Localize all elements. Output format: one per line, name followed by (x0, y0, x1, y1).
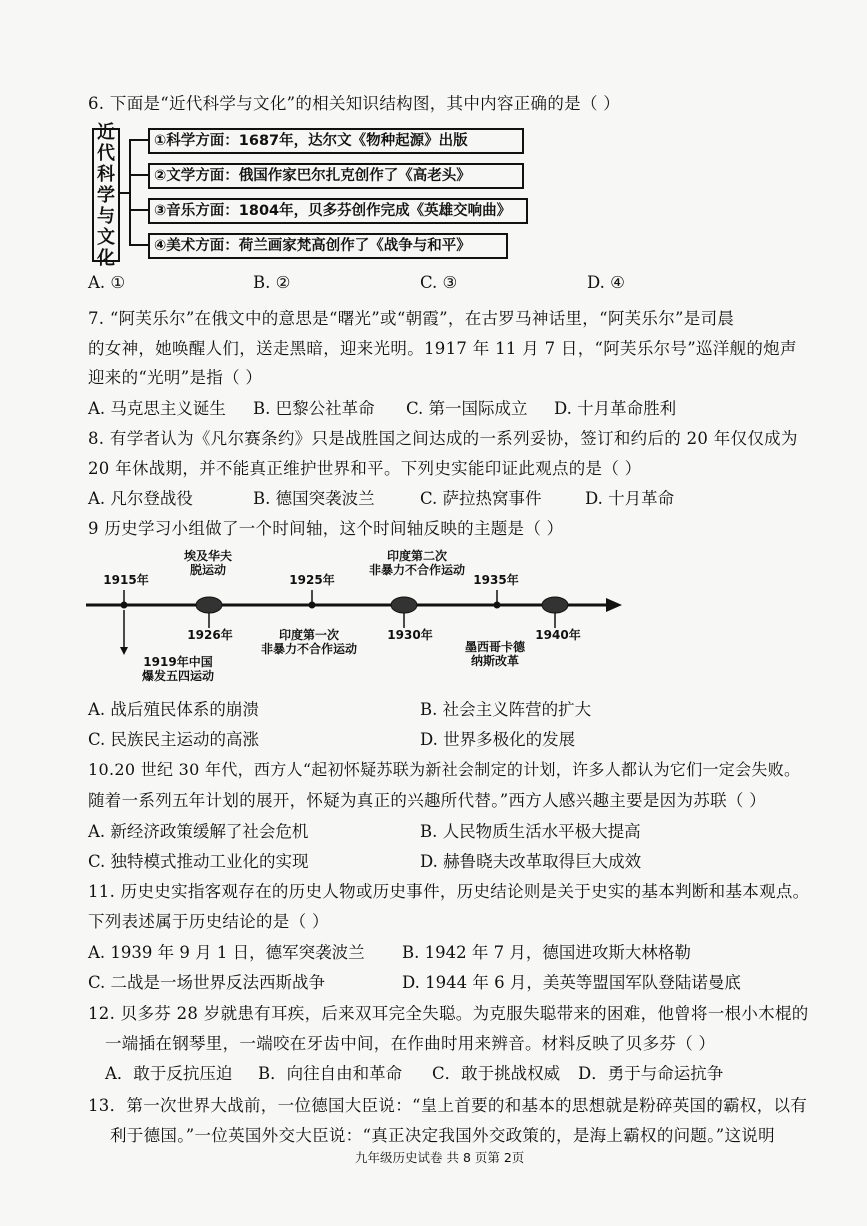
q6-option-b: B. ② (253, 273, 291, 292)
q12-line: 一端插在钢琴里，一端咬在牙齿中间，在作曲时用来辨音。材料反映了贝多芬（ ） (105, 1034, 716, 1053)
q6-option-c: C. ③ (420, 273, 458, 292)
q8-option-a: A. 凡尔登战役 (88, 489, 193, 508)
q6-item-box: ④美术方面：荷兰画家梵高创作了《战争与和平》 (148, 233, 508, 259)
q6-item-box: ②文学方面：俄国作家巴尔扎克创作了《高老头》 (148, 163, 524, 189)
q11-option-d: D. 1944 年 6 月，美英等盟国军队登陆诺曼底 (402, 973, 741, 992)
q9-option-c: C. 民族民主运动的高涨 (88, 730, 260, 749)
q6-root-char: 代 (97, 142, 115, 164)
label-line: 埃及华夫 (183, 549, 232, 563)
q6-item-box: ①科学方面：1687年，达尔文《物种起源》出版 (148, 128, 524, 154)
q6-root-char: 文 (97, 226, 115, 248)
q7-option-b: B. 巴黎公社革命 (253, 399, 375, 418)
timeline-label-india2 (352, 549, 482, 577)
connector-line (129, 244, 148, 246)
q7-line: 的女神，她唤醒人们，送走黑暗，迎来光明。1917 年 11 月 7 日，“阿芙乐尔号”巡洋舰的炮声 (88, 339, 797, 358)
label-line: 爆发五四运动 (141, 669, 214, 683)
q6-root-box (92, 121, 120, 269)
q9-option-d: D. 世界多极化的发展 (420, 730, 576, 749)
timeline-label-mexico (450, 640, 540, 668)
q7-option-d: D. 十月革命胜利 (554, 399, 677, 418)
connector-line (129, 174, 148, 176)
connector-line (129, 139, 131, 245)
q11-option-b: B. 1942 年 7 月，德国进攻斯大林格勒 (402, 943, 691, 962)
timeline-year-1915: 1915年 (103, 573, 149, 587)
q7-line: 迎来的“光明”是指（ ） (88, 368, 263, 387)
q12-option-d: D．勇于与命运抗争 (578, 1064, 724, 1083)
q7-option-a: A. 马克思主义诞生 (88, 399, 226, 418)
q9-option-b: B. 社会主义阵营的扩大 (420, 700, 592, 719)
q12-option-b: B．向往自由和革命 (258, 1064, 403, 1083)
timeline-label-egypt (168, 549, 248, 577)
q12-line: 12. 贝多芬 28 岁就患有耳疾，后来双耳完全失聪。为克服失聪带来的困难，他曾将一根小木棍的 (88, 1004, 809, 1023)
timeline-year-1940: 1940年 (535, 628, 581, 642)
label-line: 墨西哥卡德 (464, 640, 525, 654)
q10-line: 10.20 世纪 30 年代，西方人“起初怀疑苏联为新社会制定的计划，许多人都认为它们一定会失败。 (88, 760, 801, 779)
q8-option-c: C. 萨拉热窝事件 (420, 489, 542, 508)
q13-line: 13．第一次世界大战前，一位德国大臣说：“皇上首要的和基本的思想就是粉碎英国的霸权，以有 (88, 1096, 808, 1115)
q10-option-d: D. 赫鲁晓夫改革取得巨大成效 (420, 852, 642, 871)
q6-stem: 6. 下面是“近代科学与文化”的相关知识结构图，其中内容正确的是（ ） (88, 94, 621, 113)
q6-option-d: D. ④ (587, 273, 625, 292)
q6-option-a: A. ① (88, 273, 126, 292)
label-line: 非暴力不合作运动 (260, 642, 357, 656)
q12-option-a: A．敢于反抗压迫 (105, 1064, 233, 1083)
q11-line: 下列表述属于历史结论的是（ ） (88, 912, 329, 931)
q8-option-b: B. 德国突袭波兰 (253, 489, 375, 508)
q10-option-a: A. 新经济政策缓解了社会危机 (88, 822, 309, 841)
q6-item-box: ③音乐方面：1804年，贝多芬创作完成《英雄交响曲》 (148, 198, 528, 224)
q11-option-c: C. 二战是一场世界反法西斯战争 (88, 973, 326, 992)
q8-line: 8. 有学者认为《凡尔赛条约》只是战胜国之间达成的一系列妥协，签订和约后的 20 年仅仅成为 (88, 429, 798, 448)
q8-option-d: D. 十月革命 (585, 489, 675, 508)
q9-stem: 9 历史学习小组做了一个时间轴，这个时间轴反映的主题是（ ） (88, 519, 564, 538)
timeline-year-1935: 1935年 (473, 573, 519, 587)
q11-line: 11. 历史史实指客观存在的历史人物或历史事件，历史结论则是关于史实的基本判断和基本观点。 (88, 882, 810, 901)
label-line: 非暴力不合作运动 (368, 563, 465, 577)
q6-root-char: 化 (97, 247, 115, 269)
q6-root-char: 学 (97, 184, 115, 206)
timeline-arrow (606, 598, 622, 612)
q7-option-c: C. 第一国际成立 (406, 399, 528, 418)
label-line: 印度第一次 (278, 628, 339, 642)
timeline-year-1930: 1930年 (387, 628, 433, 642)
q11-option-a: A. 1939 年 9 月 1 日，德军突袭波兰 (88, 943, 365, 962)
q10-option-b: B. 人民物质生活水平极大提高 (420, 822, 641, 841)
label-line: 印度第二次 (386, 549, 447, 563)
label-line: 纳斯改革 (470, 654, 519, 668)
connector-line (129, 209, 148, 211)
timeline-label-china (128, 655, 228, 683)
q13-line: 利于德国。”一位英国外交大臣说：“真正决定我国外交政策的，是海上霸权的问题。”这说明 (110, 1126, 775, 1145)
timeline-label-india1 (244, 628, 374, 656)
q10-line: 随着一系列五年计划的展开，怀疑为真正的兴趣所代替。”西方人感兴趣主要是因为苏联（ ） (88, 791, 767, 810)
q6-root-char: 近 (97, 121, 115, 143)
q8-line: 20 年休战期，并不能真正维护世界和平。下列史实能印证此观点的是（ ） (88, 459, 642, 478)
q12-option-c: C．敢于挑战权威 (432, 1064, 561, 1083)
label-line: 1919年中国 (143, 655, 213, 669)
q9-option-a: A. 战后殖民体系的崩溃 (88, 700, 259, 719)
q10-option-c: C. 独特模式推动工业化的实现 (88, 852, 309, 871)
q6-root-char: 与 (97, 205, 115, 227)
timeline-year-1926: 1926年 (187, 628, 233, 642)
q6-root-char: 科 (97, 163, 115, 185)
timeline-year-1925: 1925年 (289, 573, 335, 587)
page-footer: 九年级历史试卷 共 8 页第 2页 (355, 1150, 525, 1165)
q7-line: 7. “阿芙乐尔”在俄文中的意思是“曙光”或“朝霞”，在古罗马神话里，“阿芙乐尔”是司晨 (88, 309, 735, 328)
label-line: 脱运动 (189, 563, 226, 577)
connector-line (129, 139, 148, 141)
